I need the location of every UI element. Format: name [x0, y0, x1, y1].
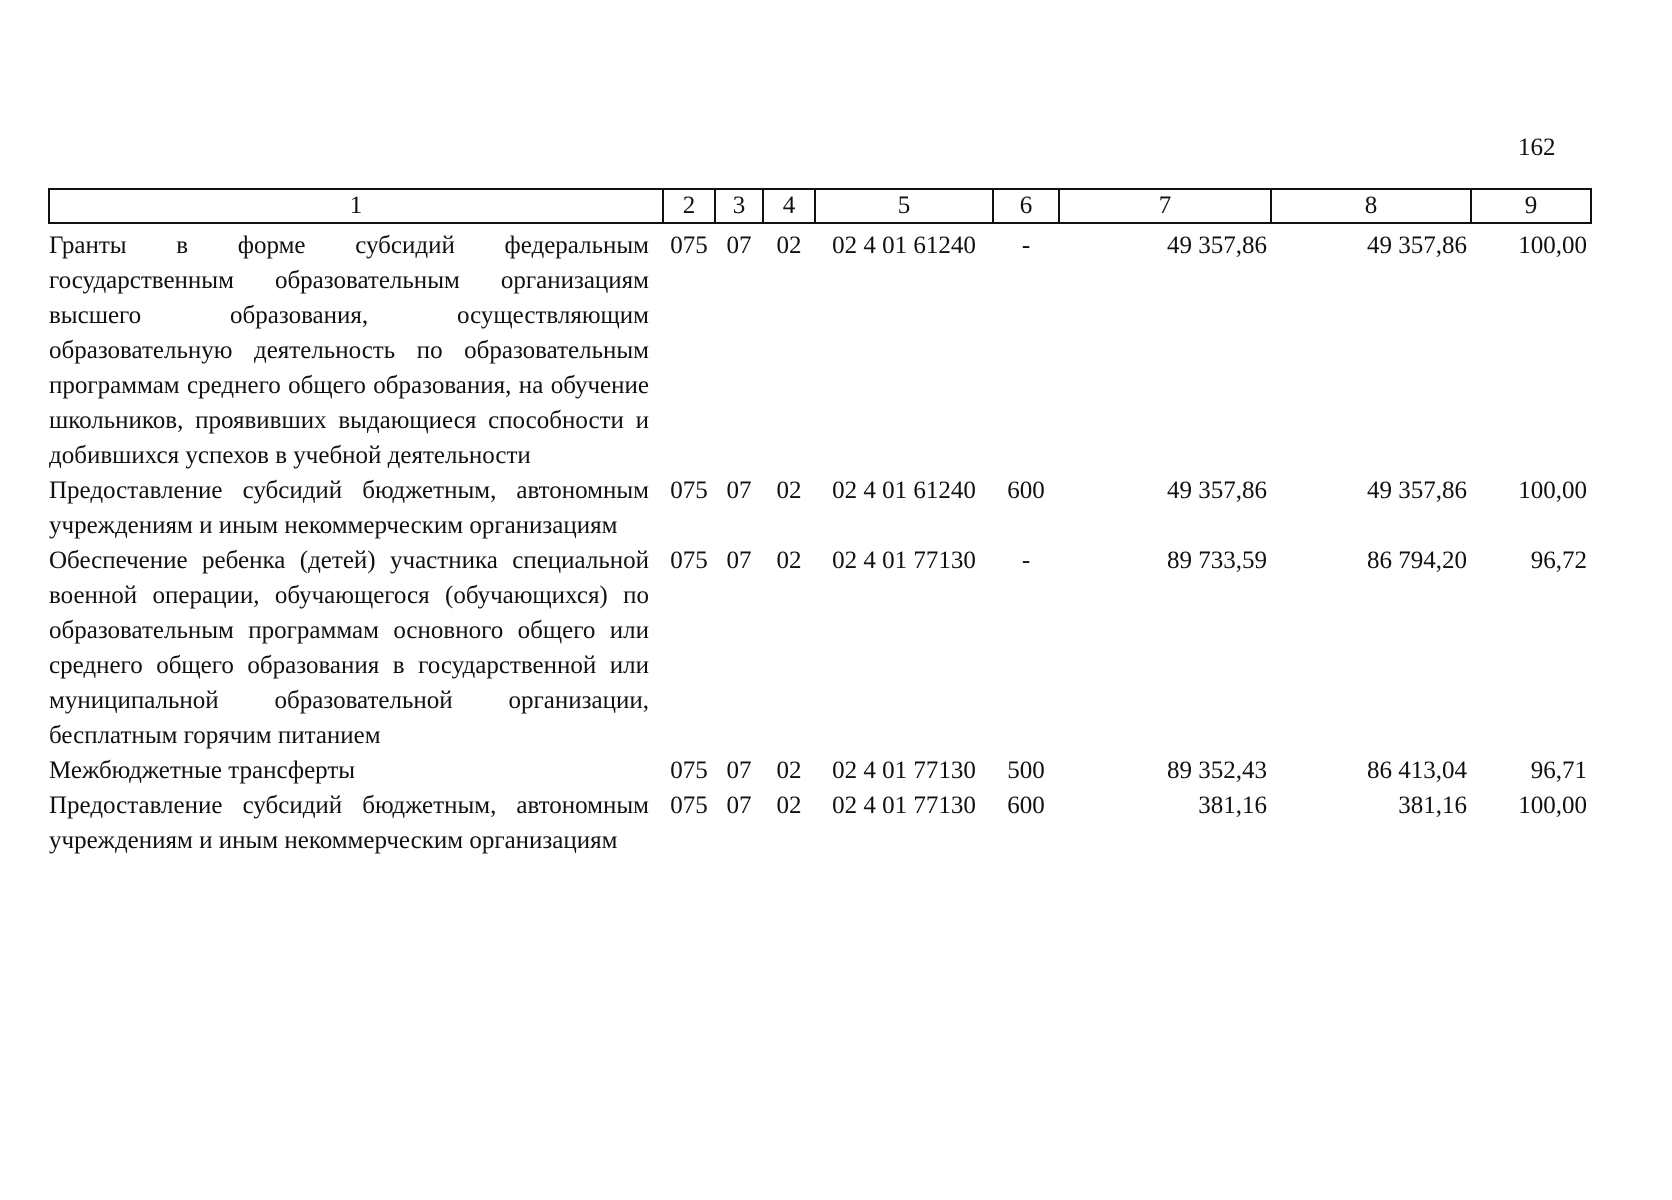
header-col-4: 4	[763, 189, 815, 223]
cell-percent: 100,00	[1518, 232, 1587, 259]
cell-value-8: 49 357,86	[1367, 477, 1467, 504]
cell-target-article: 02 4 01 61240	[832, 477, 976, 504]
cell-expense-type: 600	[1007, 477, 1045, 504]
cell-section: 07	[726, 232, 752, 259]
row-name: Межбюджетные трансферты	[49, 757, 356, 784]
cell-subsection: 02	[776, 757, 802, 784]
cell-percent: 96,71	[1530, 757, 1587, 784]
cell-expense-type: 600	[1007, 792, 1045, 819]
row-name: Предоставление субсидий бюджетным, автономным учреждениям и иным некоммерческим организациям	[49, 477, 649, 539]
cell-value-7: 49 357,86	[1167, 477, 1267, 504]
row-name: Обеспечение ребенка (детей) участника специальной военной операции, обучающегося (обучающихся) по образовательным программам основного общего или среднего общего образования в государственной или муниципальной образовательной организации, бесплатным горячим питанием	[49, 547, 649, 749]
cell-percent: 100,00	[1518, 477, 1587, 504]
cell-section: 07	[726, 792, 752, 819]
header-col-5: 5	[815, 189, 993, 223]
row-name: Предоставление субсидий бюджетным, автономным учреждениям и иным некоммерческим организациям	[49, 792, 649, 854]
cell-value-7: 49 357,86	[1167, 232, 1267, 259]
header-col-9: 9	[1471, 189, 1591, 223]
header-col-8: 8	[1271, 189, 1471, 223]
cell-section: 07	[726, 757, 752, 784]
header-col-6: 6	[993, 189, 1059, 223]
cell-target-article: 02 4 01 77130	[832, 792, 976, 819]
cell-target-article: 02 4 01 77130	[832, 757, 976, 784]
cell-subsection: 02	[776, 477, 802, 504]
header-col-7: 7	[1059, 189, 1271, 223]
cell-ministry-code: 075	[670, 547, 708, 574]
header-col-1: 1	[49, 189, 663, 223]
table-row	[49, 788, 1591, 858]
budget-table	[48, 188, 1592, 858]
cell-expense-type: -	[1021, 232, 1031, 259]
row-name: Гранты в форме субсидий федеральным государственным образовательным организациям высшего образования, осуществляющим образовательную деятельность по образовательным программам среднего общего образования, на обучение школьников, проявивших выдающиеся способности и добившихся успехов в учебной деятельности	[49, 232, 649, 469]
cell-value-8: 86 794,20	[1367, 547, 1467, 574]
header-row	[49, 189, 1591, 223]
cell-subsection: 02	[776, 792, 802, 819]
cell-subsection: 02	[776, 232, 802, 259]
table-row	[49, 223, 1591, 473]
header-col-3: 3	[715, 189, 763, 223]
cell-ministry-code: 075	[670, 232, 708, 259]
cell-ministry-code: 075	[670, 477, 708, 504]
cell-percent: 96,72	[1530, 547, 1587, 574]
cell-expense-type: -	[1021, 547, 1031, 574]
cell-target-article: 02 4 01 61240	[832, 232, 976, 259]
cell-value-7: 89 733,59	[1167, 547, 1267, 574]
cell-ministry-code: 075	[670, 757, 708, 784]
table-row	[49, 543, 1591, 753]
cell-value-8: 49 357,86	[1367, 232, 1467, 259]
cell-section: 07	[726, 477, 752, 504]
cell-value-7: 381,16	[1198, 792, 1267, 819]
cell-section: 07	[726, 547, 752, 574]
cell-ministry-code: 075	[670, 792, 708, 819]
page-number: 162	[1518, 134, 1556, 161]
table-row	[49, 753, 1591, 788]
cell-subsection: 02	[776, 547, 802, 574]
cell-value-7: 89 352,43	[1167, 757, 1267, 784]
header-col-2: 2	[663, 189, 715, 223]
table-row	[49, 473, 1591, 543]
cell-value-8: 381,16	[1398, 792, 1467, 819]
cell-target-article: 02 4 01 77130	[832, 547, 976, 574]
cell-percent: 100,00	[1518, 792, 1587, 819]
cell-value-8: 86 413,04	[1367, 757, 1467, 784]
cell-expense-type: 500	[1007, 757, 1045, 784]
